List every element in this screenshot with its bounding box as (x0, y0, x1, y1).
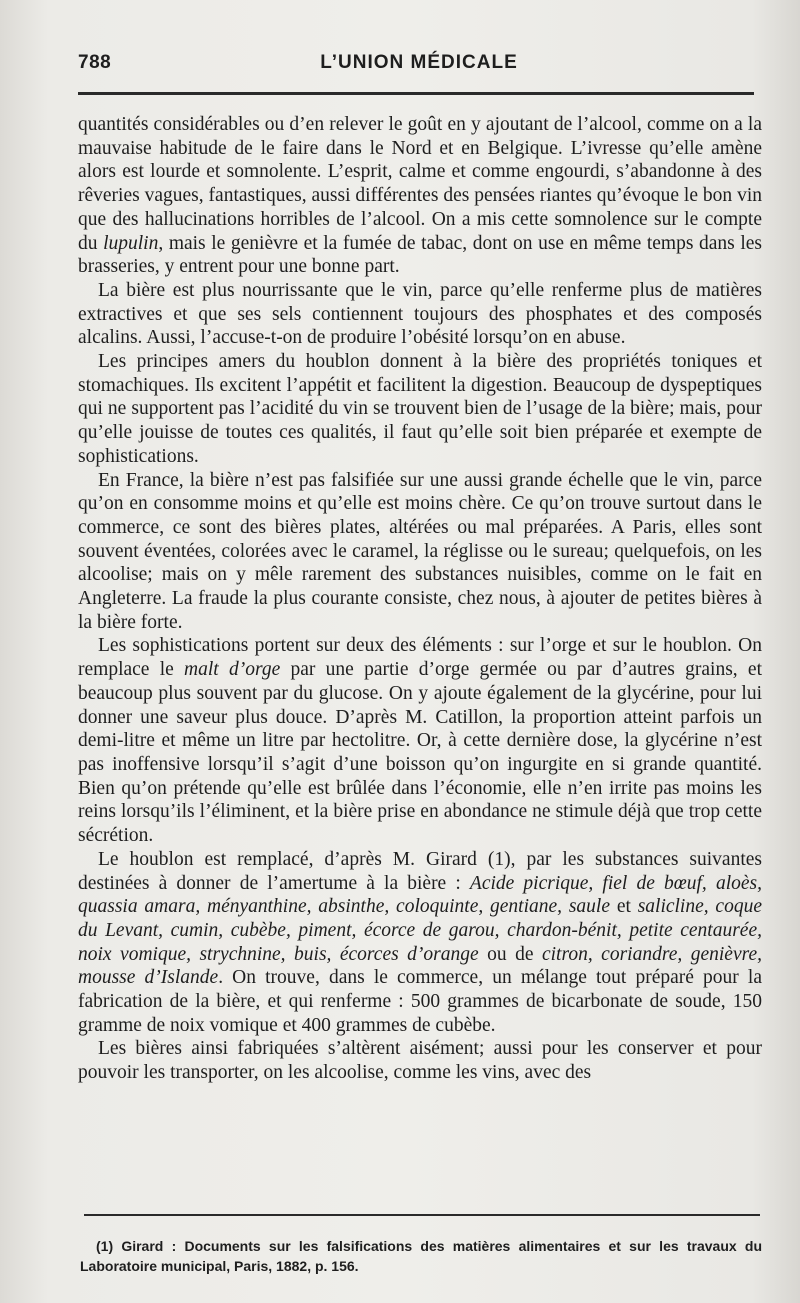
paragraph (78, 848, 762, 1038)
header-rule (78, 92, 754, 95)
body-text (78, 113, 762, 1085)
text-run: par une partie d’orge germée ou par d’autres grains, et beaucoup plus souvent par du glucose. On y ajoute également de la glycérine, pour lui donner une saveur plus douce. D’après M. Catillon, la proportion atteint parfois un demi-litre et même un litre par hectolitre. Or, à cette dernière dose, la glycérine n’est pas inoffensive lorsqu’il s’agit d’une boisson qu’on ingurgite en si grande quantité. Bien qu’on prétende qu’elle est brûlée dans l’économie, elle n’en irrite pas moins les reins lorsqu’ils l’éliminent, et la bière prise en abondance ne stimule déjà que trop cette sécrétion. (78, 659, 762, 847)
footnote: (1) Girard : Documents sur les falsifications des matières alimentaires et sur les travaux du Laboratoire municipal, Paris, 1882, p. 156. (80, 1238, 762, 1274)
text-run: Les sophistications portent sur deux des éléments : sur l’orge et sur le houblon. On remplace le (78, 635, 762, 681)
footnote-rule (84, 1214, 760, 1216)
text-run: Les bières ainsi fabriquées s’altèrent aisément; aussi pour les conserver et pour pouvoir les transporter, on les alcoolise, comme les vins, avec des (78, 1038, 762, 1084)
italic-text: malt d’orge (184, 659, 281, 681)
italic-text: Acide picrique, fiel de bœuf, aloès, quassia amara, ményanthine, absinthe, coloquinte, gentiane, saule (78, 872, 762, 918)
text-run: ou de (478, 943, 542, 965)
text-run: et (610, 896, 638, 918)
text-run: La bière est plus nourrissante que le vin, parce qu’elle renferme plus de matières extractives et que ses sels contiennent toujours des phosphates et des composés alcalins. Aussi, l’accuse-t-on de produire l’obésité lorsqu’on en abuse. (78, 279, 762, 349)
italic-text: salicline, coque du Levant, cumin, cubèbe, piment, écorce de garou, chardon-bénit, petite centaurée, noix vomique, strychnine, buis, écorces d’orange (78, 896, 762, 965)
text-run: Les principes amers du houblon donnent à la bière des propriétés toniques et stomachiques. Ils excitent l’appétit et facilitent la digestion. Beaucoup de dyspeptiques qui ne supportent pas l’acidité du vin se trouvent bien de l’usage de la bière; mais, pour qu’elle jouisse de toutes ces qualités, il faut qu’elle soit bien préparée et exempte de sophistications. (78, 351, 762, 467)
page-header (78, 52, 760, 86)
paragraph (78, 279, 762, 350)
paragraph (78, 350, 762, 469)
paragraph (78, 469, 762, 635)
page-number: 788 (78, 52, 112, 73)
text-run: quantités considérables ou d’en relever le goût en y ajoutant de l’alcool, comme on a la mauvaise habitude de le faire dans le Nord et en Belgique. L’ivresse qu’elle amène alors est lourde et somnolente. L’esprit, calme et comme engourdi, s’abandonne à des rêveries vagues, fantastiques, aussi différentes des pensées riantes qu’évoque le bon vin que des hallucinations horribles de l’alcool. On a mis cette somnolence sur le compte du (78, 114, 762, 254)
paragraph (78, 1037, 762, 1084)
text-run: En France, la bière n’est pas falsifiée sur une aussi grande échelle que le vin, parce qu’on en consomme moins et qu’elle est moins chère. Ce qu’on trouve surtout dans le commerce, ce sont des bières plates, altérées ou mal préparées. A Paris, elles sont souvent éventées, colorées avec le caramel, la réglisse ou le sureau; quelquefois, on les alcoolise; mais on y mêle rarement des substances nuisibles, comme on le fait en Angleterre. La fraude la plus courante consiste, chez nous, à ajouter de petites bières à la bière forte. (78, 469, 762, 633)
paragraph (78, 113, 762, 279)
text-run: , mais le genièvre et la fumée de tabac, dont on use en même temps dans les brasseries, y entrent pour une bonne part. (78, 232, 763, 278)
italic-text: citron, coriandre, genièvre, mousse d’Islande (78, 943, 762, 989)
text-run: . On trouve, dans le commerce, un mélange tout préparé pour la fabrication de la bière, et qui renferme : 500 grammes de bicarbonate de soude, 150 gramme de noix vomique et 400 grammes de cubèbe. (78, 967, 762, 1036)
text-run: Le houblon est remplacé, d’après M. Girard (1), par les substances suivantes destinées à donner de l’amertume à la bière : (78, 848, 762, 894)
italic-text: lupulin (103, 232, 159, 254)
running-title: L’UNION MÉDICALE (320, 52, 518, 73)
paragraph (78, 634, 762, 847)
